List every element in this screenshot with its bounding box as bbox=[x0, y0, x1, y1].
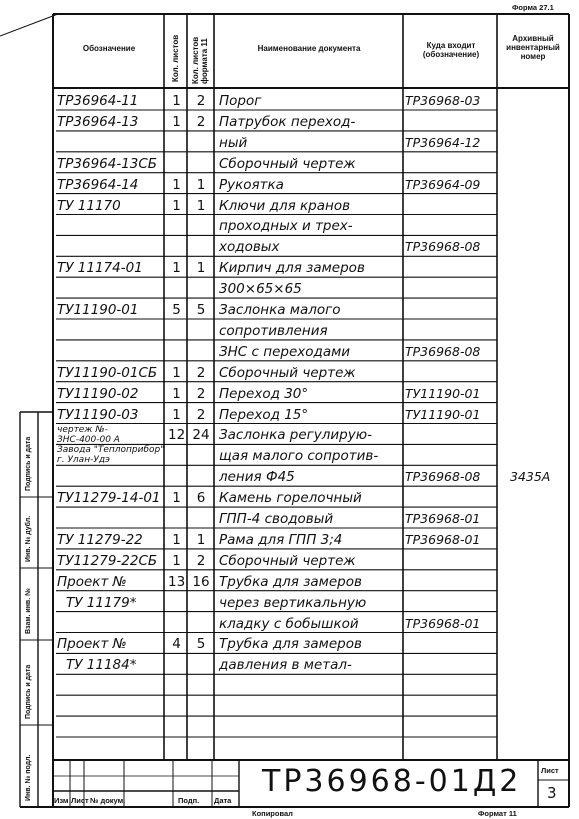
row-where-used: ТР36968-08 bbox=[405, 239, 481, 255]
row-name-line: ГПП-4 сводовый bbox=[219, 511, 334, 527]
row-format: 1 bbox=[196, 176, 206, 193]
row-where-used: ТР36968-08 bbox=[405, 469, 481, 485]
footer-col-date: Дата bbox=[214, 796, 232, 805]
row-where-used: ТР36968-01 bbox=[405, 531, 481, 547]
format-label: Формат 11 bbox=[478, 809, 517, 818]
row-name-line: Патрубок переход- bbox=[219, 113, 356, 130]
row-name-line: сопротивления bbox=[219, 322, 328, 339]
row-archive: 3435А bbox=[510, 469, 551, 485]
row-where-used: ТР36968-01 bbox=[405, 615, 481, 631]
copied-label: Копировал bbox=[252, 809, 293, 818]
row-name-line: ходовых bbox=[219, 239, 280, 256]
sheet-number: 3 bbox=[547, 784, 557, 802]
row-code: ТУ11190-01 bbox=[57, 302, 139, 318]
row-name-line: Трубка для замеров bbox=[219, 636, 362, 653]
row-sheets: 1 bbox=[172, 490, 181, 507]
row-subcode-line: Завода "Теплоприбор" bbox=[57, 445, 165, 456]
row-name-line: Кирпич для замеров bbox=[219, 260, 365, 277]
row-name-line: Переход 15° bbox=[219, 406, 309, 423]
row-name-line: Рукоятка bbox=[219, 176, 284, 193]
header-sheets-count: Кол. листов bbox=[171, 34, 180, 82]
row-name-line: Трубка для замеров bbox=[219, 573, 362, 590]
row-sheets: 1 bbox=[172, 531, 181, 548]
row-code: ТУ11279-22СБ bbox=[57, 552, 158, 569]
row-code: ТУ11190-03 bbox=[57, 406, 139, 423]
sheet-label: Лист bbox=[541, 766, 559, 775]
row-format: 1 bbox=[196, 531, 206, 548]
row-code: ТУ11279-14-01 bbox=[57, 490, 161, 507]
row-format: 1 bbox=[196, 260, 206, 277]
row-code: ТУ 11174-01 bbox=[57, 260, 143, 277]
row-code: ТР36964-13СБ bbox=[57, 155, 158, 172]
row-code: ТР36964-14 bbox=[57, 176, 139, 193]
row-sheets: 1 bbox=[172, 364, 181, 381]
header-archive: Архивный инвентарный номер bbox=[506, 34, 560, 61]
row-name-line: Заслонка малого bbox=[219, 302, 341, 318]
side-label: Подпись и дата bbox=[25, 436, 32, 491]
side-label: Инв. № дубл. bbox=[25, 515, 32, 562]
row-format: 2 bbox=[196, 406, 206, 423]
row-name-line: давления в метал- bbox=[219, 657, 352, 674]
row-format: 2 bbox=[196, 385, 206, 402]
row-sheets: 1 bbox=[172, 93, 181, 109]
row-where-used: ТР36968-08 bbox=[405, 343, 481, 359]
row-name-line: Рама для ГПП 3;4 bbox=[219, 531, 343, 548]
row-name-line: ЗНС с переходами bbox=[219, 343, 351, 360]
row-name-line: через вертикальную bbox=[219, 594, 367, 611]
row-sheets: 1 bbox=[172, 406, 181, 423]
row-format: 6 bbox=[196, 490, 206, 507]
row-name-line: ления Ф45 bbox=[219, 469, 295, 486]
row-name-line: проходных и трех- bbox=[219, 218, 353, 235]
row-code: ТР36964-13 bbox=[57, 113, 139, 130]
header-where-used: Куда входит (обозначение) bbox=[422, 41, 480, 59]
footer-col-change: Изм bbox=[54, 796, 69, 805]
row-name-line: 300×65×65 bbox=[219, 281, 302, 298]
row-format: 2 bbox=[196, 552, 206, 569]
row-format: 1 bbox=[196, 197, 206, 214]
row-where-used: ТР36968-03 bbox=[405, 93, 481, 108]
header-designation: Обозначение bbox=[82, 44, 136, 53]
row-name-line: Сборочный чертеж bbox=[219, 155, 356, 172]
row-code: ТУ 11279-22 bbox=[57, 531, 143, 548]
row-where-used: ТР36968-01 bbox=[405, 511, 481, 526]
row-name-line: Заслонка регулирую- bbox=[219, 427, 372, 444]
row-code: ТР36964-11 bbox=[57, 93, 139, 109]
row-where-used: ТР36964-12 bbox=[405, 134, 481, 150]
row-name-line: Сборочный чертеж bbox=[219, 552, 356, 569]
form-label: Форма 27.1 bbox=[512, 3, 554, 12]
row-format: 2 bbox=[196, 364, 206, 381]
row-sheets: 1 bbox=[172, 197, 181, 214]
document-number: ТР36968-01Д2 bbox=[262, 764, 522, 799]
row-sheets: 12 bbox=[168, 427, 186, 444]
footer-col-sign: Подп. bbox=[178, 796, 200, 805]
row-format: 2 bbox=[196, 113, 206, 130]
row-subcode-line: чертеж №- bbox=[57, 425, 108, 436]
row-code: ТУ11190-02 bbox=[57, 385, 139, 402]
row-name-line: Ключи для кранов bbox=[219, 197, 351, 214]
row-format: 5 bbox=[196, 302, 206, 318]
row-sheets: 1 bbox=[172, 176, 181, 193]
row-sheets: 1 bbox=[172, 260, 181, 277]
row-name-line: Порог bbox=[219, 93, 262, 109]
row-name-line: щая малого сопротив- bbox=[219, 448, 379, 465]
row-sheets: 1 bbox=[172, 385, 181, 402]
header-format-count: Кол. листов формата 11 bbox=[191, 36, 209, 84]
row-code-secondary: ТУ 11184* bbox=[66, 657, 137, 674]
row-name-line: кладку с бобышкой bbox=[219, 615, 359, 632]
row-name-line: Камень горелочный bbox=[219, 490, 362, 507]
row-where-used: ТУ11190-01 bbox=[405, 385, 481, 401]
row-sheets: 5 bbox=[172, 302, 181, 318]
header-doc-name: Наименование документа bbox=[257, 44, 361, 53]
row-code-secondary: ТУ 11179* bbox=[66, 594, 137, 611]
row-subcode-line: г. Улан-Удэ bbox=[57, 455, 110, 466]
row-sheets: 1 bbox=[172, 113, 181, 130]
footer-col-sheet: Лист bbox=[71, 796, 89, 805]
side-label: Взам. инв. № bbox=[25, 588, 32, 634]
row-format: 24 bbox=[192, 427, 210, 444]
row-format: 16 bbox=[192, 573, 210, 590]
row-code: Проект № bbox=[57, 573, 127, 590]
row-where-used: ТР36964-09 bbox=[405, 176, 481, 192]
row-sheets: 4 bbox=[172, 636, 181, 653]
row-format: 5 bbox=[196, 636, 206, 653]
row-code: Проект № bbox=[57, 636, 127, 653]
side-label: Инв. № подл. bbox=[25, 754, 32, 801]
row-name-line: Переход 30° bbox=[219, 385, 309, 402]
row-name-line: ный bbox=[219, 134, 248, 151]
row-code: ТУ 11170 bbox=[57, 197, 121, 214]
row-name-line: Сборочный чертеж bbox=[219, 364, 356, 381]
row-format: 2 bbox=[196, 93, 206, 109]
side-label: Подпись и дата bbox=[25, 664, 32, 719]
row-code: ТУ11190-01СБ bbox=[57, 364, 158, 381]
row-sheets: 1 bbox=[172, 552, 181, 569]
row-subcode-line: ЗНС-400-00 А bbox=[57, 435, 120, 446]
row-sheets: 13 bbox=[168, 573, 186, 590]
footer-col-docnum: № докум. bbox=[90, 796, 126, 805]
row-where-used: ТУ11190-01 bbox=[405, 406, 481, 422]
